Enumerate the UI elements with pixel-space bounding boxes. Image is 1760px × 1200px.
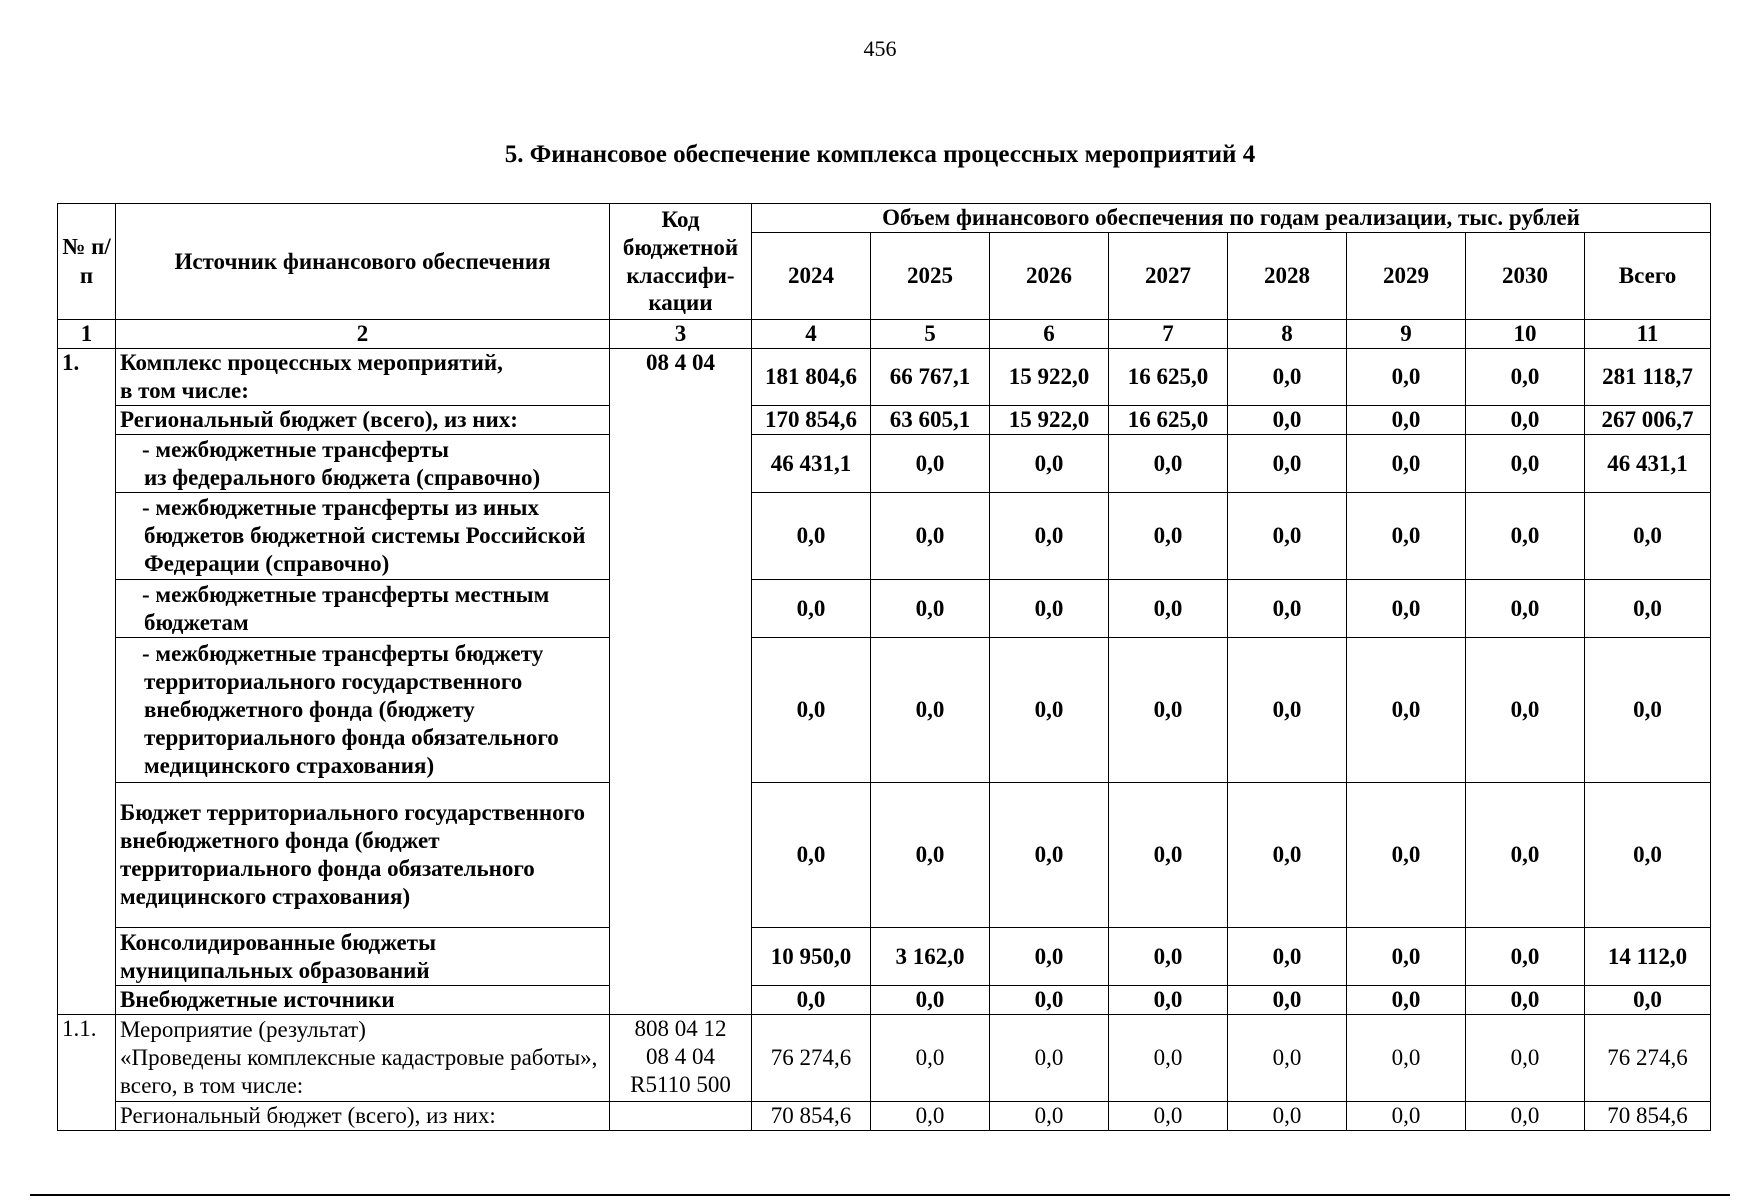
header-year-2024: 2024 [752, 233, 871, 320]
header-year-2027: 2027 [1109, 233, 1228, 320]
table-row [58, 406, 1711, 435]
cell-2029: 0,0 [1347, 493, 1466, 580]
cell-2030: 0,0 [1466, 638, 1585, 783]
cell-2027: 16 625,0 [1109, 349, 1228, 406]
row-source: Бюджет территориального государственного внебюджетного фонда (бюджет территориального фонда обязательного медицинского страхования) [116, 783, 610, 928]
row-source: - межбюджетные трансферты бюджету территориального государственного внебюджетного фонда (бюджету территориального фонда обязательного медицинского страхования) [116, 638, 610, 783]
row-code: 808 04 12 08 4 04 R5110 500 [610, 1015, 752, 1102]
cell-2027: 0,0 [1109, 1102, 1228, 1131]
cell-2024: 0,0 [752, 638, 871, 783]
cell-2030: 0,0 [1466, 986, 1585, 1015]
table-row [58, 435, 1711, 493]
cell-2028: 0,0 [1228, 349, 1347, 406]
header-total: Всего [1585, 233, 1711, 320]
cell-total: 0,0 [1585, 580, 1711, 638]
cell-2028: 0,0 [1228, 638, 1347, 783]
header-year-2029: 2029 [1347, 233, 1466, 320]
table-row [58, 580, 1711, 638]
cell-2028: 0,0 [1228, 783, 1347, 928]
col-number: 7 [1109, 320, 1228, 349]
cell-2024: 46 431,1 [752, 435, 871, 493]
cell-2025: 0,0 [871, 783, 990, 928]
cell-2026: 0,0 [990, 783, 1109, 928]
cell-total: 267 006,7 [1585, 406, 1711, 435]
cell-2024: 0,0 [752, 986, 871, 1015]
row-source: Региональный бюджет (всего), из них: [116, 406, 610, 435]
cell-2028: 0,0 [1228, 580, 1347, 638]
cell-total: 14 112,0 [1585, 928, 1711, 986]
cell-2024: 170 854,6 [752, 406, 871, 435]
cell-2025: 63 605,1 [871, 406, 990, 435]
cell-2029: 0,0 [1347, 580, 1466, 638]
row-source: - межбюджетные трансферты из федерального бюджета (справочно) [116, 435, 610, 493]
cell-2025: 0,0 [871, 493, 990, 580]
cell-2026: 0,0 [990, 1102, 1109, 1131]
row-source: - межбюджетные трансферты местным бюджетам [116, 580, 610, 638]
table-row [58, 986, 1711, 1015]
cell-total: 76 274,6 [1585, 1015, 1711, 1102]
table-row [58, 1102, 1711, 1131]
row-code: 08 4 04 [610, 349, 752, 1015]
cell-2030: 0,0 [1466, 435, 1585, 493]
table-row [58, 493, 1711, 580]
cell-2027: 0,0 [1109, 928, 1228, 986]
cell-2024: 70 854,6 [752, 1102, 871, 1131]
cell-2026: 0,0 [990, 986, 1109, 1015]
col-number: 4 [752, 320, 871, 349]
cell-2027: 0,0 [1109, 783, 1228, 928]
cell-2029: 0,0 [1347, 1102, 1466, 1131]
row-source: Комплекс процессных мероприятий, в том числе: [116, 349, 610, 406]
cell-2026: 0,0 [990, 580, 1109, 638]
cell-total: 0,0 [1585, 986, 1711, 1015]
table-row [58, 1015, 1711, 1102]
cell-2026: 0,0 [990, 1015, 1109, 1102]
cell-2029: 0,0 [1347, 783, 1466, 928]
cell-2027: 0,0 [1109, 580, 1228, 638]
row-source: Консолидированные бюджеты муниципальных образований [116, 928, 610, 986]
row-source: - межбюджетные трансферты из иных бюджетов бюджетной системы Российской Федерации (справочно) [116, 493, 610, 580]
col-number: 10 [1466, 320, 1585, 349]
cell-2026: 0,0 [990, 435, 1109, 493]
cell-total: 46 431,1 [1585, 435, 1711, 493]
cell-2030: 0,0 [1466, 349, 1585, 406]
cell-2028: 0,0 [1228, 435, 1347, 493]
row-source: Региональный бюджет (всего), из них: [116, 1102, 610, 1131]
cell-2026: 0,0 [990, 638, 1109, 783]
financing-table [57, 203, 1711, 1131]
cell-2024: 10 950,0 [752, 928, 871, 986]
cell-2024: 0,0 [752, 783, 871, 928]
cell-2027: 0,0 [1109, 435, 1228, 493]
cell-2025: 0,0 [871, 986, 990, 1015]
header-year-2028: 2028 [1228, 233, 1347, 320]
cell-2024: 0,0 [752, 493, 871, 580]
cell-2025: 66 767,1 [871, 349, 990, 406]
table-row [58, 928, 1711, 986]
row-num: 1.1. [58, 1015, 116, 1131]
cell-2026: 0,0 [990, 493, 1109, 580]
cell-2026: 15 922,0 [990, 406, 1109, 435]
table-row [58, 783, 1711, 928]
col-number: 5 [871, 320, 990, 349]
cell-2025: 0,0 [871, 638, 990, 783]
cell-2029: 0,0 [1347, 928, 1466, 986]
header-num: № п/п [58, 204, 116, 320]
page-title: 5. Финансовое обеспечение комплекса процессных мероприятий 4 [504, 141, 1256, 168]
cell-2028: 0,0 [1228, 928, 1347, 986]
col-number: 11 [1585, 320, 1711, 349]
col-number: 1 [58, 320, 116, 349]
cell-2028: 0,0 [1228, 986, 1347, 1015]
table-row [58, 349, 1711, 406]
cell-2030: 0,0 [1466, 1102, 1585, 1131]
cell-2029: 0,0 [1347, 349, 1466, 406]
column-number-row [58, 320, 1711, 349]
cell-2029: 0,0 [1347, 986, 1466, 1015]
row-source: Внебюджетные источники [116, 986, 610, 1015]
page-bottom-rule [30, 1194, 1730, 1196]
cell-2030: 0,0 [1466, 406, 1585, 435]
cell-total: 0,0 [1585, 638, 1711, 783]
header-volume: Объем финансового обеспечения по годам реализации, тыс. рублей [752, 204, 1711, 233]
cell-2030: 0,0 [1466, 928, 1585, 986]
cell-2027: 0,0 [1109, 1015, 1228, 1102]
col-number: 2 [116, 320, 610, 349]
header-year-2030: 2030 [1466, 233, 1585, 320]
cell-2025: 0,0 [871, 1102, 990, 1131]
cell-2028: 0,0 [1228, 1015, 1347, 1102]
cell-2029: 0,0 [1347, 435, 1466, 493]
table-row [58, 638, 1711, 783]
cell-2024: 76 274,6 [752, 1015, 871, 1102]
cell-total: 0,0 [1585, 783, 1711, 928]
cell-2029: 0,0 [1347, 1015, 1466, 1102]
row-source: Мероприятие (результат) «Проведены комплексные кадастровые работы», всего, в том числе: [116, 1015, 610, 1102]
cell-2028: 0,0 [1228, 406, 1347, 435]
cell-2030: 0,0 [1466, 783, 1585, 928]
cell-2029: 0,0 [1347, 406, 1466, 435]
cell-2025: 3 162,0 [871, 928, 990, 986]
cell-2025: 0,0 [871, 580, 990, 638]
cell-2030: 0,0 [1466, 1015, 1585, 1102]
col-number: 8 [1228, 320, 1347, 349]
cell-total: 281 118,7 [1585, 349, 1711, 406]
cell-2025: 0,0 [871, 435, 990, 493]
cell-2026: 0,0 [990, 928, 1109, 986]
col-number: 6 [990, 320, 1109, 349]
cell-2028: 0,0 [1228, 493, 1347, 580]
header-year-2026: 2026 [990, 233, 1109, 320]
cell-2027: 0,0 [1109, 986, 1228, 1015]
header-code: Код бюджетной классифи-кации [610, 204, 752, 320]
cell-2024: 181 804,6 [752, 349, 871, 406]
cell-2030: 0,0 [1466, 580, 1585, 638]
cell-total: 70 854,6 [1585, 1102, 1711, 1131]
cell-2027: 0,0 [1109, 638, 1228, 783]
cell-2024: 0,0 [752, 580, 871, 638]
header-year-2025: 2025 [871, 233, 990, 320]
row-code-empty [610, 1102, 752, 1131]
cell-2030: 0,0 [1466, 493, 1585, 580]
header-source: Источник финансового обеспечения [116, 204, 610, 320]
cell-2025: 0,0 [871, 1015, 990, 1102]
cell-2027: 0,0 [1109, 493, 1228, 580]
cell-2028: 0,0 [1228, 1102, 1347, 1131]
cell-2027: 16 625,0 [1109, 406, 1228, 435]
cell-2029: 0,0 [1347, 638, 1466, 783]
cell-total: 0,0 [1585, 493, 1711, 580]
page-number: 456 [863, 36, 897, 61]
col-number: 9 [1347, 320, 1466, 349]
col-number: 3 [610, 320, 752, 349]
row-num: 1. [58, 349, 116, 1015]
cell-2026: 15 922,0 [990, 349, 1109, 406]
